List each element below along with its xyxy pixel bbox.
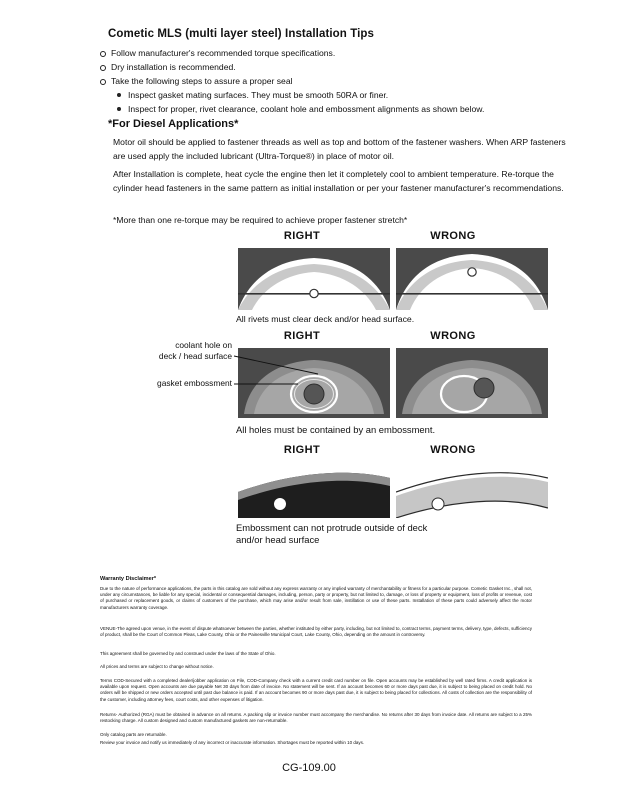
legal-paragraph: All prices and terms are subject to change without notice. [100, 664, 214, 669]
legal-paragraph: Due to the nature of performance applications, the parts in this catalog are sold without any express warranty or any implied warranty of merchantability or fitness for a particular purpose. Cometic Gasket Inc., shall not, under any circumstances, be liable for any special, incidental or consequential damages, including, person, party or property, but not limited to, damage, or loss of property or equipment, loss of profits or revenue, cost of purchased or replacement goods, or claims of customers of the purchase, which may arise and/or result from sale, instillation or use of these parts. Installation of these parts could adversely affect the motor manufacturers warranty coverage. [100, 586, 532, 610]
figure3-right-panel [238, 462, 390, 518]
figure2-wrong-panel [396, 348, 548, 418]
legal-paragraph: Only catalog parts are returnable. [100, 732, 167, 737]
legal-paragraph: Terms COD-Secured with a completed dealer/jobber application on File, COD-Company check with a current credit card number on file. Open accounts may be established by well rated firms. A credit application is available upon request. Open accounts are due payable Net 30 days from date of invoice. No statement will be sent. If an account becomes 60 or more days past due, it is subject to being placed on credit hold. No orders will be shipped or new orders accepted until past due balance is paid. If an account becomes 90 or more days past due, it is subject to being placed for collections. All costs of collection are the responsibility of the customer, including attorney fees, court costs, and other expenses of litigation. [100, 678, 532, 702]
figure1-caption: All rivets must clear deck and/or head surface. [236, 314, 415, 324]
warranty-title: Warranty Disclaimer* [100, 576, 157, 582]
diesel-heading: *For Diesel Applications* [108, 118, 239, 130]
legal-paragraph: Review your invoice and notify us immediately of any incorrect or inaccurate information. Shortages must be reported within 10 days. [100, 740, 365, 745]
list-item: Inspect gasket mating surfaces. They must be smooth 50RA or finer. [117, 88, 580, 102]
figure1-right-label: RIGHT [283, 230, 321, 242]
figure3-right-label: RIGHT [283, 444, 321, 456]
list-item: Dry installation is recommended. [100, 60, 580, 74]
legal-paragraph: Returns- Authorized (RGA) must be obtained in advance on all returns. A packing slip or invoice number must accompany the merchandise. No returns after 30 days from invoice date. All returns are subject to a 25% restocking charge. All custom designed and custom manufactured gaskets are non-returnable. [100, 712, 532, 724]
list-item: Follow manufacturer's recommended torque specifications. [100, 46, 580, 60]
list-item: Inspect for proper, rivet clearance, coolant hole and embossment alignments as shown below. [117, 102, 580, 116]
paragraph-retorque-note: *More than one re-torque may be required to achieve proper fastener stretch* [113, 215, 408, 225]
tips-list [100, 46, 580, 116]
annotation-coolant-hole-line1: coolant hole on [175, 340, 232, 350]
figure2-right-label: RIGHT [283, 330, 321, 342]
legal-paragraph: This agreement shall be governed by and construed under the laws of the State of Ohio. [100, 651, 276, 656]
figure2-caption: All holes must be contained by an embossment. [236, 424, 436, 435]
annotation-leader-lines [232, 336, 352, 408]
paragraph-heat-cycle: After Installation is complete, heat cycle the engine then let it completely cool to ambient temperature. Re-torque the cylinder head fasteners in the same pattern as initial installation or per your fastener manufacturer's recommendations. [113, 169, 564, 193]
figure3-wrong-label: WRONG [430, 444, 476, 456]
figure3-caption-line2: and/or head surface [236, 534, 320, 545]
figure3-wrong-panel [396, 462, 548, 518]
page-title: Cometic MLS (multi layer steel) Installation Tips [108, 28, 375, 40]
figure1-wrong-panel [396, 248, 548, 310]
figure2-wrong-label: WRONG [430, 330, 476, 342]
document-id: CG-109.00 [282, 762, 336, 774]
annotation-coolant-hole-line2: deck / head surface [158, 351, 232, 361]
figure3-caption-line1: Embossment can not protrude outside of deck [236, 522, 428, 533]
figure1-right-panel [238, 248, 390, 310]
paragraph-motor-oil: Motor oil should be applied to fastener threads as well as top and bottom of the fastener washers. When ARP fasteners are used apply the included lubricant (Ultra-Torque®) in place of motor oil. [113, 137, 566, 161]
legal-paragraph: VENUE-The agreed upon venue, in the event of dispute whatsoever between the parties, whether instituted by either party, including, but not limited to, contract terms, payment terms, delivery, type, defects, sufficiency of product, shall be the Court of Common Pleas, Lake County, Ohio or the Painesville Municipal Court, Lake County, Ohio, depending on the amount in controversy. [100, 626, 532, 638]
list-item: Take the following steps to assure a proper seal [100, 74, 580, 88]
figure1-wrong-label: WRONG [430, 230, 476, 242]
annotation-gasket-embossment: gasket embossment [157, 378, 232, 388]
